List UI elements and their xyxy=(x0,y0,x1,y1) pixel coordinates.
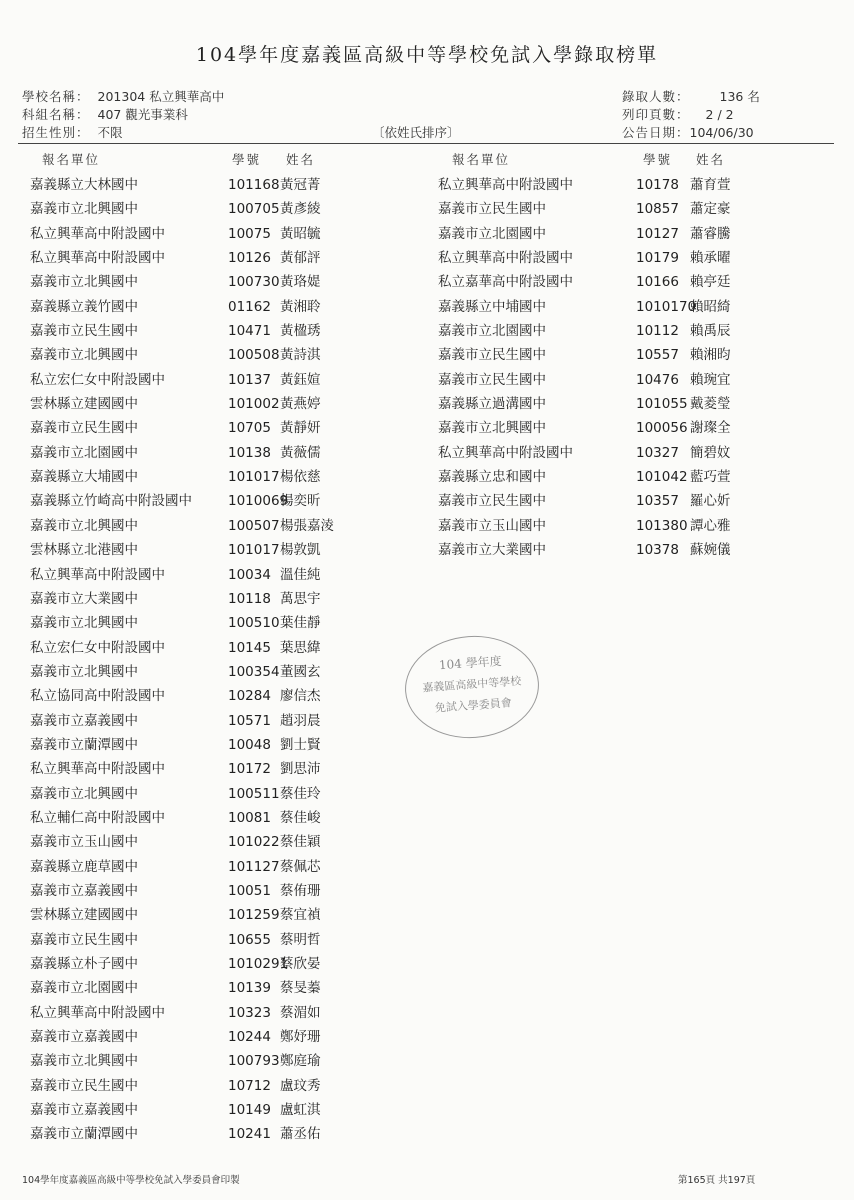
student-row xyxy=(30,952,390,976)
gender-value: 不限 xyxy=(97,125,123,140)
student-number: 10048 xyxy=(228,736,271,753)
student-name: 黃珞媞 xyxy=(280,274,321,291)
student-name: 楊奕昕 xyxy=(280,493,321,510)
student-name: 楊依慈 xyxy=(280,469,321,486)
student-row xyxy=(438,295,778,319)
student-row xyxy=(30,1122,390,1146)
header-divider xyxy=(18,143,834,144)
student-row xyxy=(30,246,390,270)
student-row xyxy=(438,489,778,513)
student-row xyxy=(438,538,778,562)
school-unit: 嘉義市立嘉義國中 xyxy=(30,1102,138,1119)
student-name: 蕭睿騰 xyxy=(690,225,731,242)
school-unit: 嘉義市立嘉義國中 xyxy=(30,882,138,899)
student-number: 100056 xyxy=(636,420,688,437)
student-number: 10138 xyxy=(228,444,271,461)
student-number: 101127 xyxy=(228,858,280,875)
school-unit: 私立興華高中附設國中 xyxy=(438,177,573,193)
student-number: 101017 xyxy=(228,542,280,559)
student-number: 10712 xyxy=(228,1077,271,1094)
student-row xyxy=(30,173,390,197)
student-number: 100510 xyxy=(228,615,280,632)
student-number: 101168 xyxy=(228,177,280,193)
student-number: 01162 xyxy=(228,298,271,315)
student-row xyxy=(30,806,390,830)
school-unit: 嘉義市立民生國中 xyxy=(30,323,138,340)
student-number: 10075 xyxy=(228,225,271,242)
seal-line-3: 免試入學委員會 xyxy=(434,696,513,715)
student-name: 蕭育萱 xyxy=(690,177,731,193)
student-number: 10051 xyxy=(228,882,271,899)
gender-info xyxy=(22,123,123,141)
right-student-list xyxy=(438,173,778,563)
school-unit: 私立宏仁女中附設國中 xyxy=(30,371,165,388)
student-number: 10471 xyxy=(228,323,271,340)
left-header-number: 學號 xyxy=(232,152,262,167)
school-unit: 嘉義市立民生國中 xyxy=(438,347,546,364)
student-row xyxy=(30,903,390,927)
student-name: 黃薇儒 xyxy=(280,444,321,461)
left-student-list xyxy=(30,173,390,1147)
student-number: 10705 xyxy=(228,420,271,437)
student-row xyxy=(30,392,390,416)
school-unit: 私立興華高中附設國中 xyxy=(438,444,573,461)
school-label: 學校名稱： xyxy=(22,89,90,104)
student-name: 黃冠菁 xyxy=(280,177,321,193)
student-row xyxy=(30,1098,390,1122)
student-number: 10476 xyxy=(636,371,679,388)
student-row xyxy=(438,514,778,538)
student-row xyxy=(30,733,390,757)
student-row xyxy=(438,173,778,197)
school-unit: 嘉義市立北興國中 xyxy=(30,517,138,534)
school-unit: 私立興華高中附設國中 xyxy=(30,225,165,242)
student-row xyxy=(30,855,390,879)
dept-value: 407 觀光事業科 xyxy=(97,107,188,122)
student-row xyxy=(30,879,390,903)
student-row xyxy=(30,1074,390,1098)
date-value: 104/06/30 xyxy=(689,125,754,140)
school-unit: 嘉義市立北園國中 xyxy=(30,444,138,461)
dept-info xyxy=(22,105,188,123)
student-name: 賴禹辰 xyxy=(690,323,731,340)
student-name: 蕭丞佑 xyxy=(280,1126,321,1143)
student-name: 溫佳純 xyxy=(280,566,321,583)
gender-label: 招生性別： xyxy=(22,125,90,140)
date-label: 公告日期： xyxy=(622,125,690,140)
student-name: 葉佳靜 xyxy=(280,615,321,632)
student-number: 101017 xyxy=(228,469,280,486)
student-number: 10179 xyxy=(636,250,679,267)
seal-line-2: 嘉義區高級中等學校 xyxy=(421,674,522,695)
student-name: 蔡侑珊 xyxy=(280,882,321,899)
student-row xyxy=(30,368,390,392)
student-number: 10139 xyxy=(228,980,271,997)
student-number: 10244 xyxy=(228,1029,271,1046)
school-unit: 嘉義市立民生國中 xyxy=(30,931,138,948)
student-number: 100508 xyxy=(228,347,280,364)
student-name: 盧玟秀 xyxy=(280,1077,321,1094)
school-unit: 私立協同高中附設國中 xyxy=(30,688,165,705)
student-number: 10166 xyxy=(636,274,679,291)
student-row xyxy=(30,830,390,854)
student-row xyxy=(30,757,390,781)
student-name: 蔡佳峻 xyxy=(280,809,321,826)
student-row xyxy=(438,392,778,416)
student-row xyxy=(438,368,778,392)
student-row xyxy=(438,465,778,489)
student-number: 101042 xyxy=(636,469,688,486)
student-row xyxy=(30,1025,390,1049)
student-name: 趙羽晨 xyxy=(280,712,321,729)
student-name: 楊敦凱 xyxy=(280,542,321,559)
student-name: 簡碧妏 xyxy=(690,444,731,461)
left-header-name: 姓名 xyxy=(286,152,316,167)
student-number: 10127 xyxy=(636,225,679,242)
admitted-value: 136 名 xyxy=(719,89,760,104)
student-number: 10145 xyxy=(228,639,271,656)
student-number: 10655 xyxy=(228,931,271,948)
right-header-unit: 報名單位 xyxy=(452,152,511,167)
student-name: 賴昭綺 xyxy=(690,298,731,315)
school-unit: 嘉義市立北園國中 xyxy=(30,980,138,997)
school-unit: 嘉義市立大業國中 xyxy=(30,590,138,607)
school-unit: 嘉義市立北興國中 xyxy=(30,201,138,218)
student-name: 董國玄 xyxy=(280,663,321,680)
student-row xyxy=(438,441,778,465)
school-unit: 嘉義市立北興國中 xyxy=(30,615,138,632)
school-unit: 嘉義市立民生國中 xyxy=(30,420,138,437)
page-label: 列印頁數： xyxy=(622,107,690,122)
student-row xyxy=(30,319,390,343)
student-row xyxy=(438,343,778,367)
student-number: 101055 xyxy=(636,396,688,413)
school-unit: 嘉義市立北興國中 xyxy=(30,274,138,291)
school-unit: 私立興華高中附設國中 xyxy=(30,1004,165,1021)
school-unit: 嘉義市立北園國中 xyxy=(438,225,546,242)
student-number: 1010170 xyxy=(636,298,697,315)
student-number: 10118 xyxy=(228,590,271,607)
student-name: 蔡佩芯 xyxy=(280,858,321,875)
student-row xyxy=(30,343,390,367)
school-unit: 嘉義市立北園國中 xyxy=(438,323,546,340)
school-unit: 嘉義縣立義竹國中 xyxy=(30,298,138,315)
student-row xyxy=(30,1049,390,1073)
student-name: 劉思沛 xyxy=(280,761,321,778)
student-row xyxy=(30,587,390,611)
student-number: 10034 xyxy=(228,566,271,583)
student-row xyxy=(30,928,390,952)
student-name: 蕭定豪 xyxy=(690,201,731,218)
student-number: 10357 xyxy=(636,493,679,510)
student-row xyxy=(30,416,390,440)
student-name: 蔡旻蓁 xyxy=(280,980,321,997)
left-header-unit: 報名單位 xyxy=(42,152,101,167)
school-unit: 嘉義市立玉山國中 xyxy=(30,834,138,851)
student-name: 蘇婉儀 xyxy=(690,542,731,559)
student-name: 鄭妤珊 xyxy=(280,1029,321,1046)
school-unit: 嘉義市立玉山國中 xyxy=(438,517,546,534)
student-row xyxy=(30,976,390,1000)
student-number: 10557 xyxy=(636,347,679,364)
student-number: 10571 xyxy=(228,712,271,729)
student-number: 10323 xyxy=(228,1004,271,1021)
student-row xyxy=(438,222,778,246)
student-name: 蔡佳穎 xyxy=(280,834,321,851)
footer-page-count: 第165頁 共197頁 xyxy=(678,1175,756,1186)
student-name: 蔡佳玲 xyxy=(280,785,321,802)
student-name: 戴菱瑩 xyxy=(690,396,731,413)
student-name: 黃詩淇 xyxy=(280,347,321,364)
student-row xyxy=(438,246,778,270)
student-name: 藍巧萱 xyxy=(690,469,731,486)
school-unit: 私立興華高中附設國中 xyxy=(438,250,573,267)
student-name: 劉士賢 xyxy=(280,736,321,753)
student-name: 譚心雅 xyxy=(690,517,731,534)
student-name: 黃楹琇 xyxy=(280,323,321,340)
student-row xyxy=(30,514,390,538)
seal-line-1: 104 學年度 xyxy=(438,653,503,673)
student-number: 10284 xyxy=(228,688,271,705)
student-name: 賴湘昀 xyxy=(690,347,731,364)
school-unit: 嘉義市立北興國中 xyxy=(30,347,138,364)
committee-seal xyxy=(402,631,543,742)
student-row xyxy=(30,489,390,513)
student-name: 鄭庭瑜 xyxy=(280,1053,321,1070)
student-number: 10149 xyxy=(228,1102,271,1119)
school-unit: 私立興華高中附設國中 xyxy=(30,761,165,778)
school-unit: 嘉義市立民生國中 xyxy=(438,371,546,388)
student-number: 100705 xyxy=(228,201,280,218)
student-number: 101380 xyxy=(636,517,688,534)
school-unit: 雲林縣立北港國中 xyxy=(30,542,138,559)
student-row xyxy=(30,684,390,708)
student-row xyxy=(438,197,778,221)
school-unit: 嘉義縣立大林國中 xyxy=(30,177,138,193)
student-name: 楊張嘉淩 xyxy=(280,517,334,534)
admitted-info xyxy=(622,87,760,105)
student-number: 10112 xyxy=(636,323,679,340)
student-number: 10172 xyxy=(228,761,271,778)
school-unit: 嘉義市立北興國中 xyxy=(30,785,138,802)
school-info xyxy=(22,87,224,105)
student-row xyxy=(30,709,390,733)
student-row xyxy=(30,222,390,246)
school-unit: 私立興華高中附設國中 xyxy=(30,566,165,583)
student-name: 蔡明哲 xyxy=(280,931,321,948)
student-number: 101022 xyxy=(228,834,280,851)
student-number: 1010291 xyxy=(228,956,289,972)
student-row xyxy=(30,782,390,806)
student-name: 廖信杰 xyxy=(280,688,321,705)
student-row xyxy=(30,441,390,465)
student-number: 100354 xyxy=(228,663,280,680)
student-number: 10137 xyxy=(228,371,271,388)
student-row xyxy=(438,319,778,343)
student-name: 葉思緯 xyxy=(280,639,321,656)
student-name: 蔡湄如 xyxy=(280,1004,321,1021)
school-unit: 嘉義市立蘭潭國中 xyxy=(30,736,138,753)
student-number: 10126 xyxy=(228,250,271,267)
student-row xyxy=(30,611,390,635)
student-name: 黃彥綾 xyxy=(280,201,321,218)
student-number: 10327 xyxy=(636,444,679,461)
sort-note: 〔依姓氏排序〕 xyxy=(372,125,460,140)
school-unit: 雲林縣立建國國中 xyxy=(30,907,138,924)
date-info xyxy=(622,123,754,141)
school-unit: 私立興華高中附設國中 xyxy=(30,250,165,267)
student-number: 101002 xyxy=(228,396,280,413)
student-name: 蔡宜禎 xyxy=(280,907,321,924)
school-unit: 嘉義市立民生國中 xyxy=(438,493,546,510)
student-row xyxy=(30,270,390,294)
student-row xyxy=(438,270,778,294)
page-title: 104學年度嘉義區高級中等學校免試入學錄取榜單 xyxy=(195,44,659,66)
student-row xyxy=(30,465,390,489)
student-number: 10081 xyxy=(228,809,271,826)
page-info xyxy=(622,105,734,123)
student-number: 10857 xyxy=(636,201,679,218)
student-row xyxy=(30,563,390,587)
student-number: 100793 xyxy=(228,1053,280,1070)
student-row xyxy=(30,538,390,562)
school-unit: 私立宏仁女中附設國中 xyxy=(30,639,165,656)
student-row xyxy=(30,1001,390,1025)
school-unit: 嘉義縣立中埔國中 xyxy=(438,298,546,315)
school-unit: 私立輔仁高中附設國中 xyxy=(30,809,165,826)
student-row xyxy=(30,636,390,660)
student-name: 黃鈺媗 xyxy=(280,371,321,388)
school-value: 201304 私立興華高中 xyxy=(97,89,225,104)
student-number: 100730 xyxy=(228,274,280,291)
student-number: 10178 xyxy=(636,177,679,193)
school-unit: 雲林縣立建國國中 xyxy=(30,396,138,413)
school-unit: 嘉義縣立竹崎高中附設國中 xyxy=(30,493,192,510)
school-unit: 嘉義市立嘉義國中 xyxy=(30,712,138,729)
student-name: 謝璨全 xyxy=(690,420,731,437)
student-name: 萬思宇 xyxy=(280,590,321,607)
student-row xyxy=(30,295,390,319)
student-number: 1010069 xyxy=(228,493,289,510)
student-number: 10378 xyxy=(636,542,679,559)
student-number: 100507 xyxy=(228,517,280,534)
school-unit: 嘉義市立嘉義國中 xyxy=(30,1029,138,1046)
school-unit: 嘉義縣立大埔國中 xyxy=(30,469,138,486)
school-unit: 嘉義縣立鹿草國中 xyxy=(30,858,138,875)
student-name: 黃靜妍 xyxy=(280,420,321,437)
right-header-number: 學號 xyxy=(643,152,673,167)
dept-label: 科組名稱： xyxy=(22,107,90,122)
school-unit: 嘉義市立民生國中 xyxy=(30,1077,138,1094)
school-unit: 嘉義縣立過溝國中 xyxy=(438,396,546,413)
student-name: 黃郁評 xyxy=(280,250,321,267)
student-number: 101259 xyxy=(228,907,280,924)
student-number: 100511 xyxy=(228,785,280,802)
student-name: 黃燕婷 xyxy=(280,396,321,413)
school-unit: 私立嘉華高中附設國中 xyxy=(438,274,573,291)
school-unit: 嘉義市立民生國中 xyxy=(438,201,546,218)
student-name: 黃湘聆 xyxy=(280,298,321,315)
page-value: 2 / 2 xyxy=(705,107,734,122)
student-name: 黃昭毓 xyxy=(280,225,321,242)
student-name: 賴琬宜 xyxy=(690,371,731,388)
student-name: 蔡欣晏 xyxy=(280,956,321,972)
footer-printer: 104學年度嘉義區高級中等學校免試入學委員會印製 xyxy=(22,1175,240,1186)
student-number: 10241 xyxy=(228,1126,271,1143)
school-unit: 嘉義市立蘭潭國中 xyxy=(30,1126,138,1143)
student-row xyxy=(438,416,778,440)
school-unit: 嘉義市立北興國中 xyxy=(438,420,546,437)
school-unit: 嘉義市立北興國中 xyxy=(30,1053,138,1070)
school-unit: 嘉義縣立忠和國中 xyxy=(438,469,546,486)
student-row xyxy=(30,660,390,684)
student-name: 賴承曜 xyxy=(690,250,731,267)
student-name: 賴亭廷 xyxy=(690,274,731,291)
student-name: 羅心妡 xyxy=(690,493,731,510)
student-row xyxy=(30,197,390,221)
student-name: 盧虹淇 xyxy=(280,1102,321,1119)
admitted-label: 錄取人數： xyxy=(622,89,690,104)
school-unit: 嘉義市立大業國中 xyxy=(438,542,546,559)
right-header-name: 姓名 xyxy=(696,152,726,167)
school-unit: 嘉義縣立朴子國中 xyxy=(30,956,138,972)
school-unit: 嘉義市立北興國中 xyxy=(30,663,138,680)
